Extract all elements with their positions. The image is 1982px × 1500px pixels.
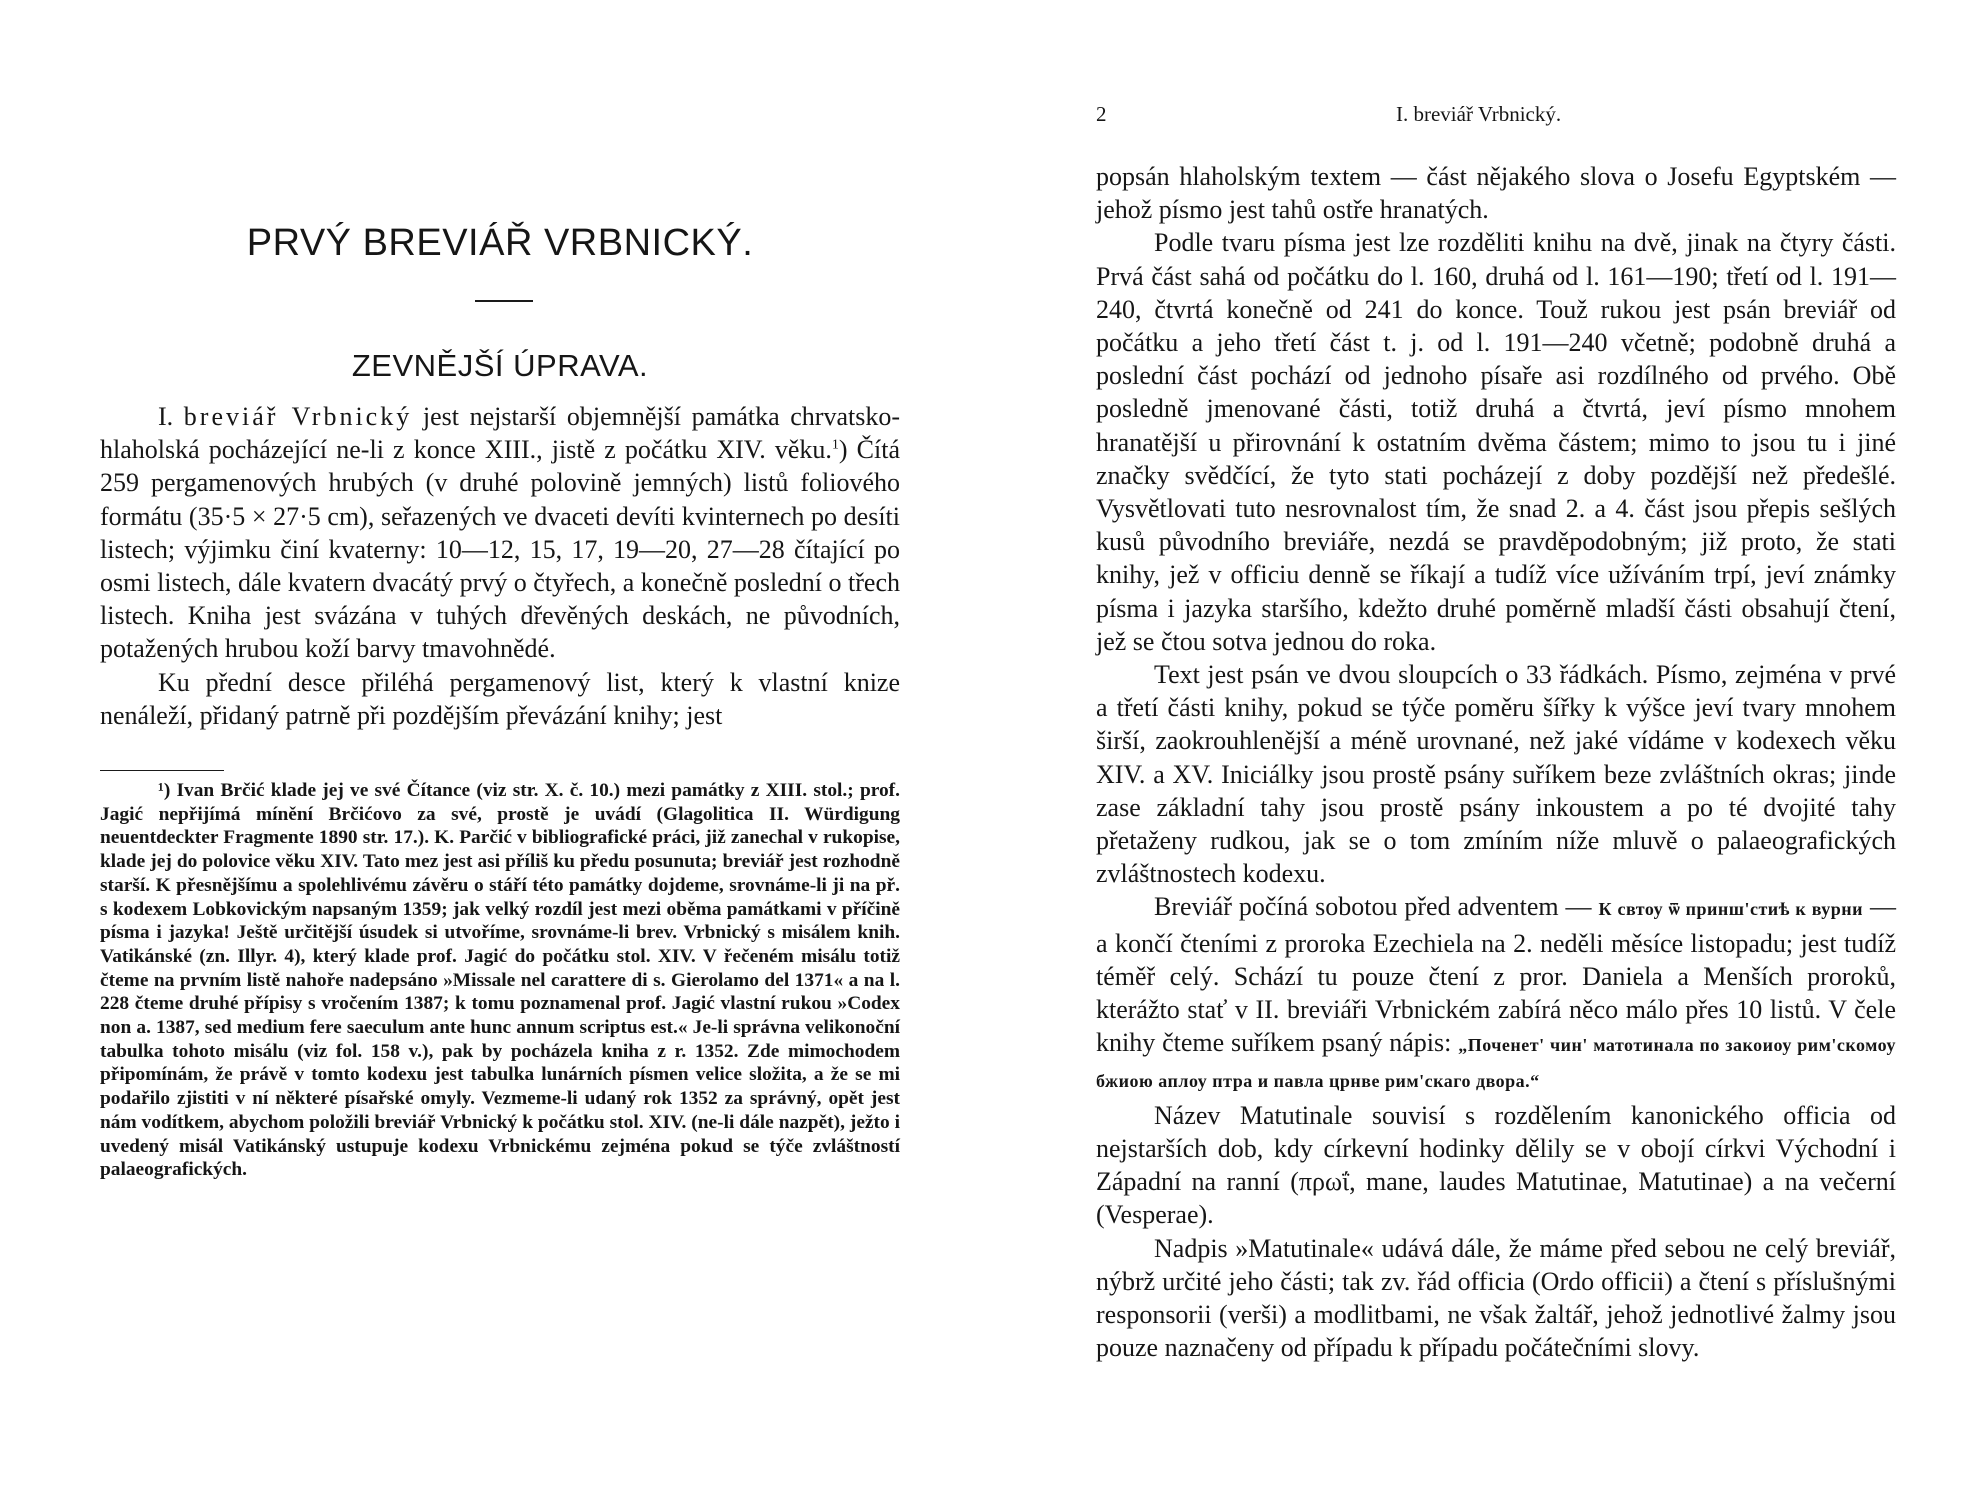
para-text-cont: ) Čítá 259 pergamenových hrubých (v druhé polovině jemných) listů foliového formátu (35·5 × 27·5 cm), seřazených ve dvaceti devíti kvinternech po desíti listech; výjimku činí kvaterny: 10—12, 15, 17, 19—20, 27—28 čítající po osmi listech, dále kvatern dvacátý prvý o čtyřech, a konečně poslední o třech listech. Kniha jest svázána v tuhých dřevěných deskách, ne původních, potažených hrubou koží barvy tmavohnědé.	[100, 435, 900, 664]
paragraph-text-layout: Text jest psán ve dvou sloupcích o 33 řádkách. Písmo, zejména v prvé a třetí části knihy, pokud se týče poměru šířky k výšce jeví tvary mnohem širší, zaokrouhlenější a méně urovnané, než jaké vídáme v kodexech věku XIV. a XV. Iniciálky jsou prostě psány suříkem beze zvláštních okras; jinde zase základní tahy jsou prostě psány inkoustem a po té dvojité tahy přetaženy rudkou, jak se o tom zmíním níže mluvě o palaeografických zvláštnostech kodexu.	[1096, 660, 1896, 889]
left-page	[100, 0, 900, 1500]
chapter-title: PRVÝ BREVIÁŘ VRBNICKÝ.	[246, 222, 754, 264]
para-text-cont: — a končí čteními z proroka Ezechiela na 2. neděli měsíce listopadu; jest tudíž téměř celý. Schází tu pouze čtení z pror. Daniela a Menších proroků, kterážto stať v II. breviáři Vrbnickém zabírá něco málo přes 10 listů. V čele knihy čteme suříkem psaný nápis:	[1096, 892, 1896, 1058]
paragraph-breviary-start	[1096, 890, 1896, 1098]
left-body-text	[100, 400, 900, 732]
paragraph-cover-leaf: Ku přední desce přiléhá pergamenový list, který k vlastní knize nenáleží, přidaný patrně při pozdějším převázání knihy; jest	[100, 667, 900, 730]
paragraph-continuation: popsán hlaholským textem — část nějakého slova o Josefu Egyptském — jehož písmo jest tahů ostře hranatých.	[1096, 162, 1896, 225]
para-text: Breviář počíná sobotou před adventem —	[1154, 892, 1599, 922]
page-header	[1096, 102, 1896, 132]
para-spaced-term: breviář Vrbnický	[183, 402, 413, 431]
title-divider	[475, 300, 533, 302]
para-text: jest nejstarší objemnější památka chrvatsko-hlaholská pocházející ne-li z konce XIII., jistě z počátku XIV. věku.	[100, 402, 900, 465]
footnote-rule	[100, 770, 224, 771]
running-head: I. breviář Vrbnický.	[1396, 102, 1562, 126]
paragraph-title-note: Nadpis »Matutinale« udává dále, že máme před sebou ne celý breviář, nýbrž určité jeho části; tak zv. řád officia (Ordo officii) a čtení s příslušnými responsorii (verši) a modlitbami, ne však žaltář, jehož jednotlivé žalmy jsou pouze naznačeny od případu k případu počátečními slovy.	[1096, 1233, 1896, 1363]
page-number: 2	[1096, 102, 1107, 126]
footnote-ref: 1	[831, 437, 839, 453]
glagolitic-incipit: К свтоу ѿ принш'стиѣ к вурни	[1598, 899, 1864, 920]
glagolitic-title: „Поченет' чин' матотинала по закоиоу рим'скомоу бжиою аплоу птра и павла црнве рим'скаго двора.“	[1096, 1035, 1896, 1092]
paragraph-matutinale: Název Matutinale souvisí s rozdělením kanonického officia od nejstarších dob, kdy církevní hodinky dělily se v obojí církvi Východní i Západní na ranní (πρωΐ, mane, laudes Matutinae, Matutinae) a na večerní (Vesperae).	[1096, 1100, 1896, 1230]
para-lead: I.	[158, 402, 174, 431]
footnote: ¹) Ivan Brčić klade jej ve své Čítance (viz str. X. č. 10.) mezi památky z XIII. stol.; prof. Jagić nepřijímá mínění Brčićovo za své, prostě je uvádí (Glagolitica II. Würdigung neuentdeckter Fragmente 1890 str. 17.). K. Parčić v bibliografické práci, již zanechal v rukopise, klade jej do polovice věku XIV. Tato mez jest asi příliš ku předu posunuta; breviář jest rozhodně starší. K přesnějšímu a spolehlivému závěru o stáří této památky dojdeme, srovnáme-li ji na př. s kodexem Lobkovickým napsaným 1359; jak velký rozdíl jest mezi oběma památkami v příčině písma i jazyka! Ještě určitější úsudek si utvoříme, srovnáme-li brev. Vrbnický s misálem knih. Vatikánské (zn. Illyr. 4), který klade prof. Jagić do počátku stol. XIV. V řečeném misálu totiž čteme na prvním listě nahoře nadepsáno »Missale nel carattere di s. Gierolamo del 1371« a na l. 228 čteme druhé přípisy s vročením 1387; k tomu poznamenal prof. Jagić vlastní rukou »Codex non a. 1387, sed medium fere saeculum ante hunc annum scriptus est.« Je-li správna velikonoční tabulka tohoto misálu (viz fol. 158 v.), pak by pocházela kniha z r. 1352. Zde mimochodem připomínám, že právě v tomto kodexu jest tabulka lunárních písmen velice složita, a že se mi podařilo zjistiti v ní některé písařské omyly. Vezmeme-li udaný rok 1352 za správný, opět jest nám vodítkem, abychom položili breviář Vrbnický k počátku stol. XIV. (ne-li dále nazpět), ježto i uvedený misál Vatikánský ustupuje kodexu Vrbnickému zejména pokud se týče zvláštností palaeografických.	[100, 780, 900, 1181]
section-subtitle: ZEVNĚJŠÍ ÚPRAVA.	[351, 348, 649, 383]
right-body-text	[1096, 160, 1896, 1364]
paragraph-script-division: Podle tvaru písma jest lze rozděliti knihu na dvě, jinak na čtyry části. Prvá část sahá od počátku do l. 160, druhá od l. 161—190; třetí od l. 191—240, čtvrtá konečně od 241 do konce. Touž rukou jest psán breviář od počátku a jeho třetí část t. j. od l. 191—240 včetně; podobně druhá a poslední část pochází od jednoho písaře asi rozdílného od prvého. Obě posledně jmenované části, totiž druhá a čtvrtá, jeví písmo mnohem hranatější u přirovnání k ostatním dvěma částem; mimo to jsou tu i jiné značky svědčící, že tyto stati pocházejí z doby pozdější než předešlé. Vysvětlovati tuto nesrovnalost tím, že snad 2. a 4. část jsou přepis sešlých kusů původního breviáře, nezdá se pravděpodobným; již proto, že stati knihy, jež v officiu denně se říkají a tudíž více užíváním trpí, jeví známky písma i jazyka staršího, kdežto druhé poměrně mladší části obsahují čtení, jež se čtou sotva jednou do roka.	[1096, 228, 1896, 656]
paragraph-intro	[100, 400, 900, 666]
right-page	[1096, 0, 1896, 1500]
